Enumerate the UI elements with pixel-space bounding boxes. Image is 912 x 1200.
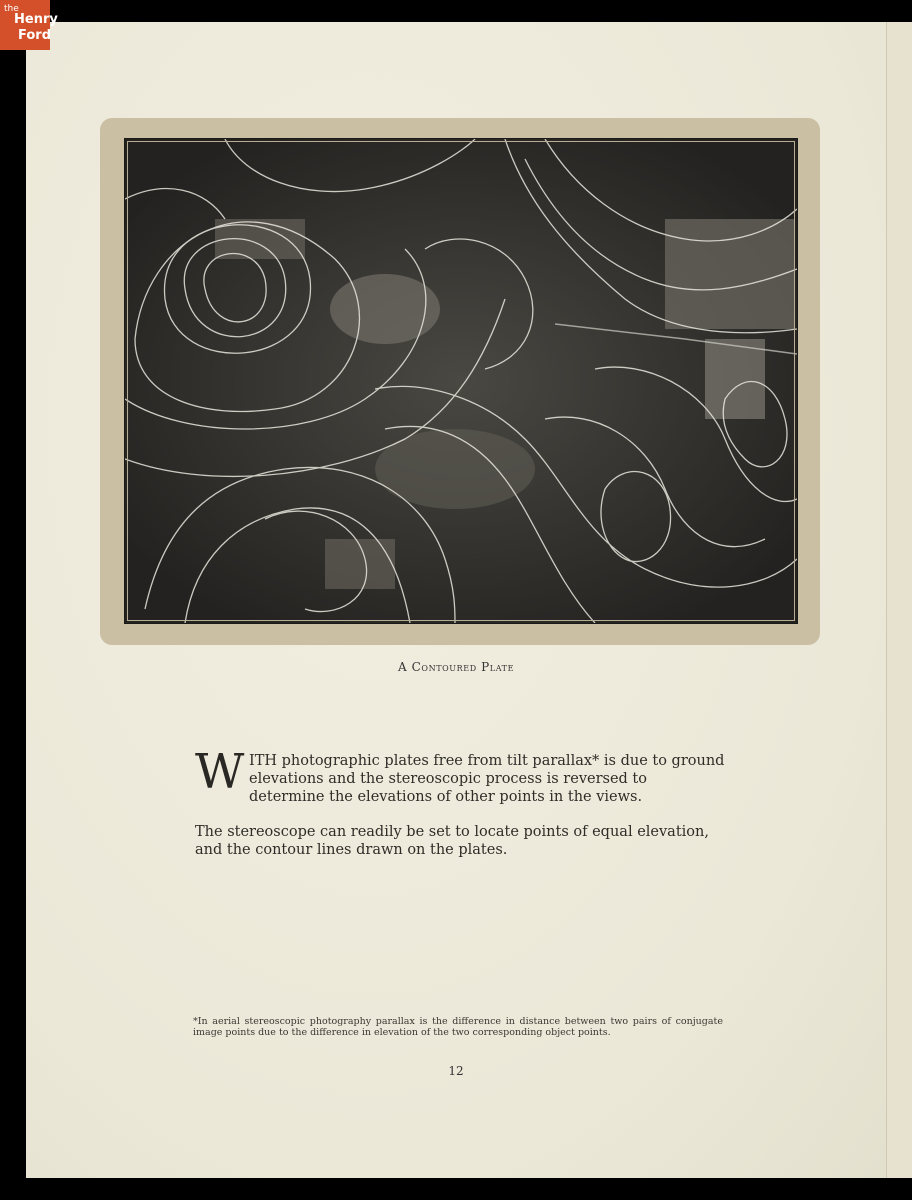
henry-ford-logo (0, 0, 58, 50)
paragraph-1 (195, 744, 725, 808)
page-number: 12 (448, 1064, 464, 1078)
drop-cap: W (195, 744, 245, 800)
footnote: *In aerial stereoscopic photography parallax is the difference in distance between two pairs of conjugate image points due to the difference in elevation of the two corresponding object points. (193, 1016, 723, 1038)
body-text (195, 744, 725, 859)
contoured-aerial-photo (124, 138, 798, 624)
logo-henry-text: Henry (14, 12, 58, 27)
logo-the-text: the (4, 4, 19, 14)
logo-ford-text: Ford (18, 28, 52, 43)
figure-caption: A Contoured Plate (397, 660, 515, 674)
aerial-photo-image (125, 139, 797, 623)
paragraph-2: The stereoscope can readily be set to locate points of equal elevation, and the contour lines drawn on the plates. (195, 824, 709, 858)
paragraph-1-text: ITH photographic plates free from tilt parallax* is due to ground elevations and the stereoscopic process is reversed to determine the elevations of other points in the views. (249, 753, 725, 805)
facing-page-edge (886, 22, 912, 1178)
